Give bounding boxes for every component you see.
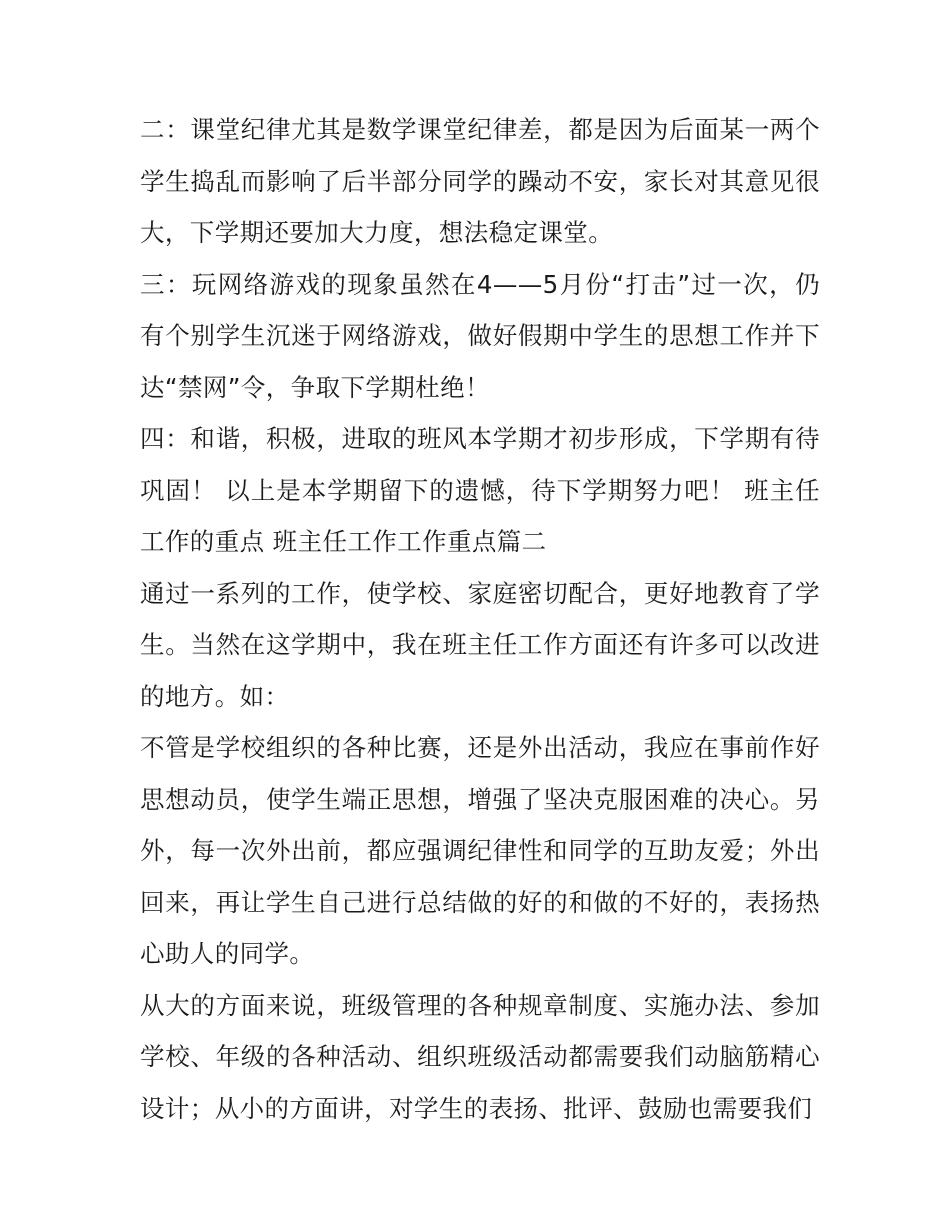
document-body (140, 104, 820, 1134)
paragraph-management: 从大的方面来说，班级管理的各种规章制度、实施办法、参加学校、年级的各种活动、组织班级活动都需要我们动脑筋精心设计；从小的方面讲，对学生的表扬、批评、鼓励也需要我们 (140, 990, 820, 1123)
paragraph-activities: 不管是学校组织的各种比赛，还是外出活动，我应在事前作好思想动员，使学生端正思想，增强了坚决克服困难的决心。另外，每一次外出前，都应强调纪律性和同学的互助友爱；外出回来，再让学生自己进行总结做的好的和做的不好的，表扬热心助人的同学。 (140, 733, 820, 968)
paragraph-class-spirit: 四：和谐，积极，进取的班风本学期才初步形成，下学期有待巩固！ 以上是本学期留下的遗憾，待下学期努力吧！ 班主任工作的重点 班主任工作工作重点篇二 (140, 424, 820, 556)
paragraph-discipline: 二：课堂纪律尤其是数学课堂纪律差，都是因为后面某一两个学生捣乱而影响了后半部分同学的躁动不安，家长对其意见很大，下学期还要加大力度，想法稳定课堂。 (140, 115, 820, 247)
paragraph-online-games: 三：玩网络游戏的现象虽然在4——5月份“打击”过一次，仍有个别学生沉迷于网络游戏，做好假期中学生的思想工作并下达“禁网”令，争取下学期杜绝！ (140, 269, 820, 402)
paragraph-cooperation: 通过一系列的工作，使学校、家庭密切配合，更好地教育了学生。当然在这学期中，我在班主任工作方面还有许多可以改进的地方。如： (140, 578, 820, 711)
